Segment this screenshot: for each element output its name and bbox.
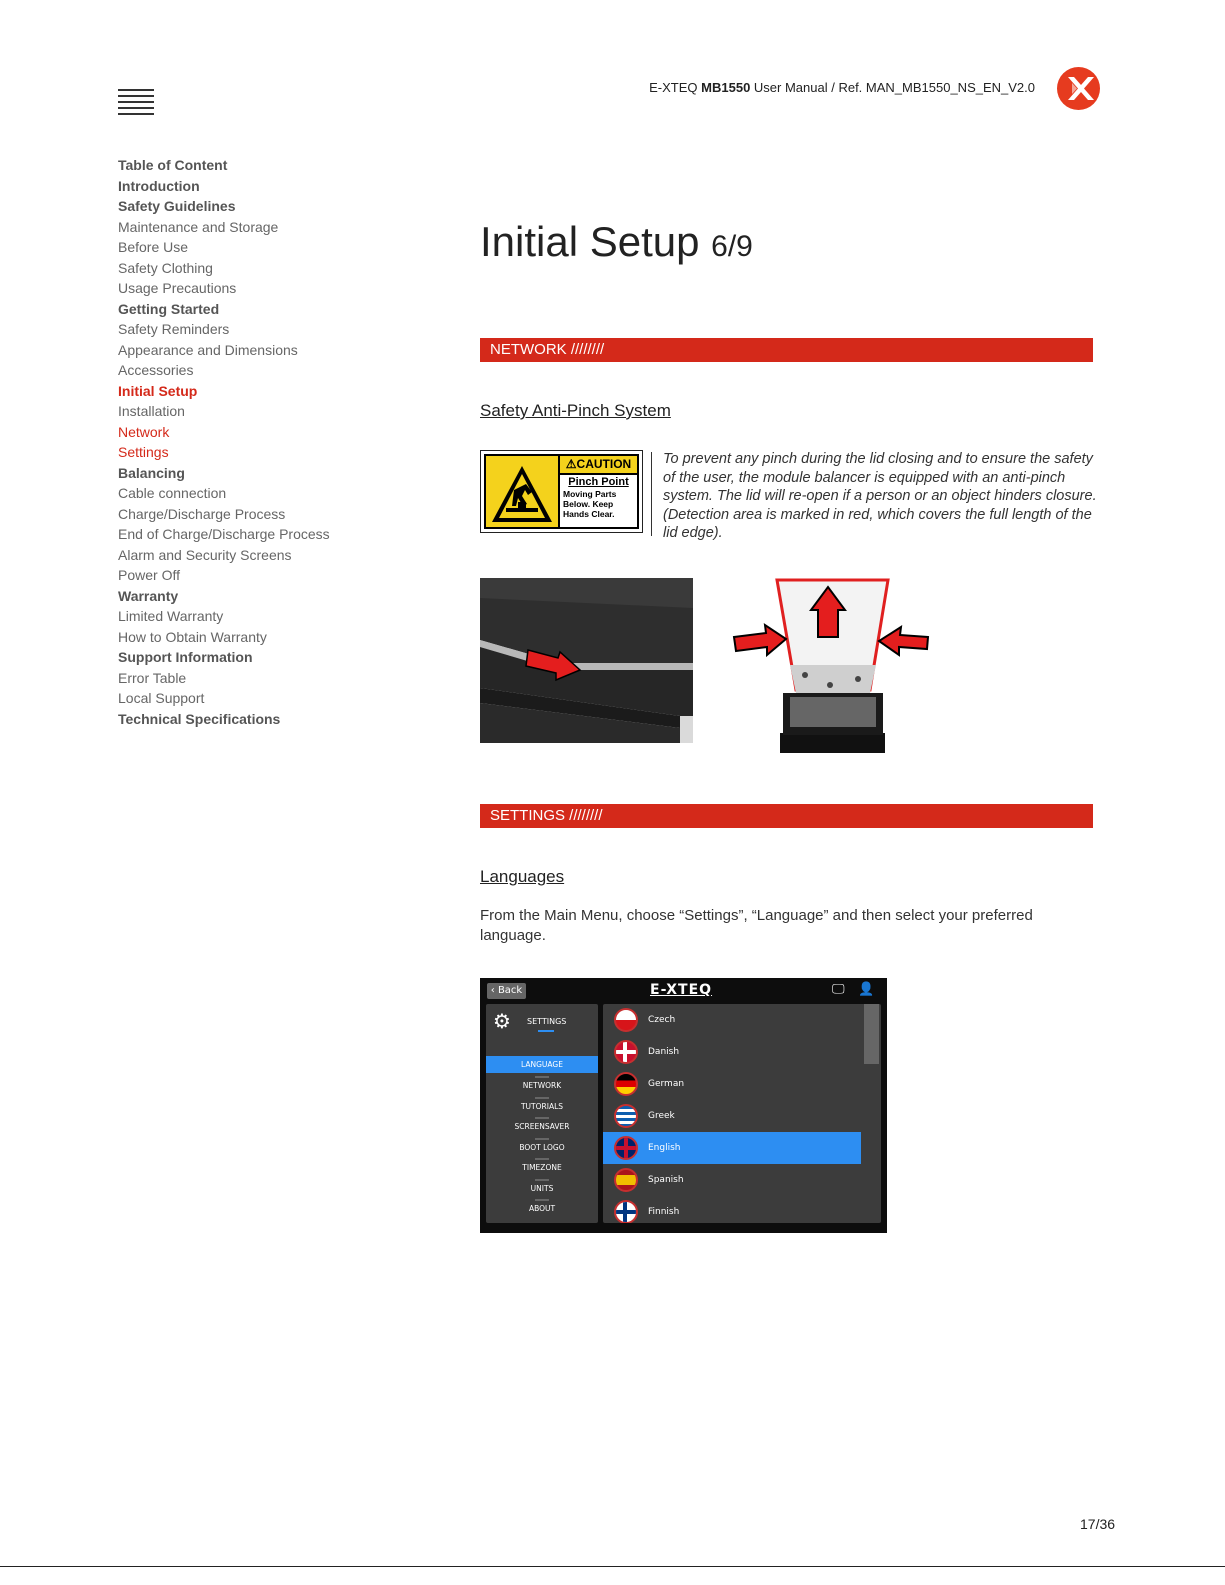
toc-item-accessories[interactable]: Accessories xyxy=(118,362,194,378)
language-label: Finnish xyxy=(648,1207,680,1217)
toc-item-safety-guidelines[interactable]: Safety Guidelines xyxy=(118,198,236,214)
toc-item-settings[interactable]: Settings xyxy=(118,444,169,460)
menu-item-boot-logo[interactable] xyxy=(486,1138,598,1159)
finnish-flag-icon xyxy=(614,1200,638,1223)
anti-pinch-description: To prevent any pinch during the lid closing and to ensure the safety of the user, the module balancer is equipped with an anti-pinch system. The lid will re-open if a person or an object hinders closure. (Detection area is marked in red, which covers the full length of the lid edge). xyxy=(663,451,1097,541)
spanish-flag-icon xyxy=(614,1168,638,1192)
toc-item-safety-clothing[interactable]: Safety Clothing xyxy=(118,259,213,276)
menu-item-label: TIMEZONE xyxy=(522,1163,562,1172)
pinch-warning-icon xyxy=(486,456,560,527)
settings-title: SETTINGS xyxy=(527,1017,567,1026)
languages-heading: Languages xyxy=(480,867,565,886)
toc-item-power-off[interactable]: Power Off xyxy=(118,567,180,583)
menu-item-about[interactable] xyxy=(486,1199,598,1220)
caution-message: Moving Parts Below. Keep Hands Clear. xyxy=(563,489,617,519)
page-title-text: Initial Setup xyxy=(480,218,700,265)
menu-item-tutorials[interactable] xyxy=(486,1097,598,1118)
toc-item-technical-specifications[interactable]: Technical Specifications xyxy=(118,710,281,727)
menu-separator xyxy=(535,1097,549,1099)
danish-flag-icon xyxy=(614,1040,638,1064)
toc-item-support-information[interactable]: Support Information xyxy=(118,649,253,665)
menu-item-label: LANGUAGE xyxy=(521,1060,563,1069)
user-icon[interactable]: 👤 xyxy=(858,982,875,997)
language-option-czech[interactable] xyxy=(603,1004,881,1036)
menu-separator xyxy=(535,1179,549,1181)
brand-logo: E-XTEQ xyxy=(650,982,713,998)
menu-separator xyxy=(535,1158,549,1160)
caution-label xyxy=(480,450,643,533)
back-button[interactable]: ‹ Back xyxy=(487,983,526,999)
menu-item-label: NETWORK xyxy=(522,1081,562,1090)
language-label: German xyxy=(648,1079,685,1089)
settings-sidebar xyxy=(486,1004,598,1223)
lid-edge-photo xyxy=(480,578,693,743)
toc-item-warranty[interactable]: Warranty xyxy=(118,587,179,604)
table-of-contents xyxy=(118,155,378,729)
toc-item-usage-precautions[interactable]: Usage Precautions xyxy=(118,280,237,296)
language-option-german[interactable] xyxy=(603,1068,881,1100)
toc-item-network[interactable]: Network xyxy=(118,423,170,440)
page-number: 17/36 xyxy=(1080,1516,1116,1532)
menu-item-label: BOOT LOGO xyxy=(519,1142,565,1152)
gear-icon: ⚙ xyxy=(493,1009,511,1033)
language-option-finnish[interactable] xyxy=(603,1196,881,1223)
toc-item-charge-discharge-process[interactable]: Charge/Discharge Process xyxy=(118,505,286,522)
toc-item-maintenance-and-storage[interactable]: Maintenance and Storage xyxy=(118,218,279,235)
toc-item-end-of-charge-discharge-process[interactable]: End of Charge/Discharge Process xyxy=(118,526,330,542)
divider xyxy=(651,452,652,536)
network-section-bar: NETWORK //////// xyxy=(480,338,1093,362)
balancer-lid-photo xyxy=(730,575,935,755)
toc-item-safety-reminders[interactable]: Safety Reminders xyxy=(118,321,230,337)
toc-item-appearance-and-dimensions[interactable]: Appearance and Dimensions xyxy=(118,341,298,358)
language-label: Czech xyxy=(648,1015,676,1025)
settings-menu xyxy=(486,1056,598,1220)
toc-item-cable-connection[interactable]: Cable connection xyxy=(118,485,227,501)
page-bottom-rule xyxy=(0,1566,1225,1567)
toc-item-how-to-obtain-warranty[interactable]: How to Obtain Warranty xyxy=(118,628,267,645)
menu-icon[interactable] xyxy=(118,89,154,117)
languages-paragraph: From the Main Menu, choose “Settings”, “Language” and then select your preferred language. xyxy=(480,907,1033,944)
menu-item-label: ABOUT xyxy=(528,1204,556,1213)
menu-item-language[interactable] xyxy=(486,1056,598,1073)
title-underline xyxy=(538,1030,554,1032)
toc-item-local-support[interactable]: Local Support xyxy=(118,690,205,706)
menu-separator xyxy=(535,1199,549,1201)
menu-item-label: SCREENSAVER xyxy=(514,1122,570,1131)
language-option-danish[interactable] xyxy=(603,1036,881,1068)
menu-item-network[interactable] xyxy=(486,1076,598,1097)
toc-item-limited-warranty[interactable]: Limited Warranty xyxy=(118,608,224,624)
toc-item-before-use[interactable]: Before Use xyxy=(118,239,189,255)
toc-item-alarm-and-security-screens[interactable]: Alarm and Security Screens xyxy=(118,546,292,563)
german-flag-icon xyxy=(614,1072,638,1096)
language-option-greek[interactable] xyxy=(603,1100,881,1132)
menu-item-label: UNITS xyxy=(530,1183,554,1193)
menu-item-screensaver[interactable] xyxy=(486,1117,598,1138)
caution-heading: ⚠CAUTION xyxy=(560,456,637,475)
header-suffix: User Manual / Ref. MAN_MB1550_NS_EN_V2.0 xyxy=(753,80,1035,95)
page-title-number: 6/9 xyxy=(711,230,753,263)
language-label: Danish xyxy=(648,1047,680,1057)
display-icon[interactable]: 🖵 xyxy=(832,982,845,997)
toc-item-getting-started[interactable]: Getting Started xyxy=(118,300,220,317)
toc-item-initial-setup[interactable]: Initial Setup xyxy=(118,382,198,399)
menu-item-label: TUTORIALS xyxy=(520,1101,564,1111)
toc-item-balancing[interactable]: Balancing xyxy=(118,464,185,481)
toc-item-table-of-content[interactable]: Table of Content xyxy=(118,157,228,173)
language-list xyxy=(603,1004,881,1223)
language-label: English xyxy=(648,1143,681,1153)
header-model: MB1550 xyxy=(701,80,751,95)
language-label: Spanish xyxy=(648,1175,684,1185)
document-header xyxy=(560,80,1035,95)
anti-pinch-heading: Safety Anti-Pinch System xyxy=(480,401,671,420)
toc-item-error-table[interactable]: Error Table xyxy=(118,669,187,686)
language-label: Greek xyxy=(648,1111,675,1121)
menu-item-timezone[interactable] xyxy=(486,1158,598,1179)
toc-item-introduction[interactable]: Introduction xyxy=(118,177,200,194)
greek-flag-icon xyxy=(614,1104,638,1128)
menu-separator xyxy=(535,1138,549,1140)
czech-flag-icon xyxy=(614,1008,638,1032)
menu-separator xyxy=(535,1117,549,1119)
language-option-english[interactable] xyxy=(603,1132,861,1164)
caution-title: Pinch Point xyxy=(568,476,629,488)
menu-item-units[interactable] xyxy=(486,1179,598,1200)
menu-separator xyxy=(535,1076,549,1078)
page-title xyxy=(480,218,753,266)
settings-screenshot xyxy=(480,978,887,1233)
toc-item-installation[interactable]: Installation xyxy=(118,403,185,419)
header-prefix: E-XTEQ xyxy=(649,80,698,95)
exteq-logo xyxy=(1057,67,1100,110)
scrollbar[interactable] xyxy=(864,1004,879,1064)
settings-section-bar: SETTINGS //////// xyxy=(480,804,1093,828)
language-option-spanish[interactable] xyxy=(603,1164,881,1196)
english-flag-icon xyxy=(614,1136,638,1160)
